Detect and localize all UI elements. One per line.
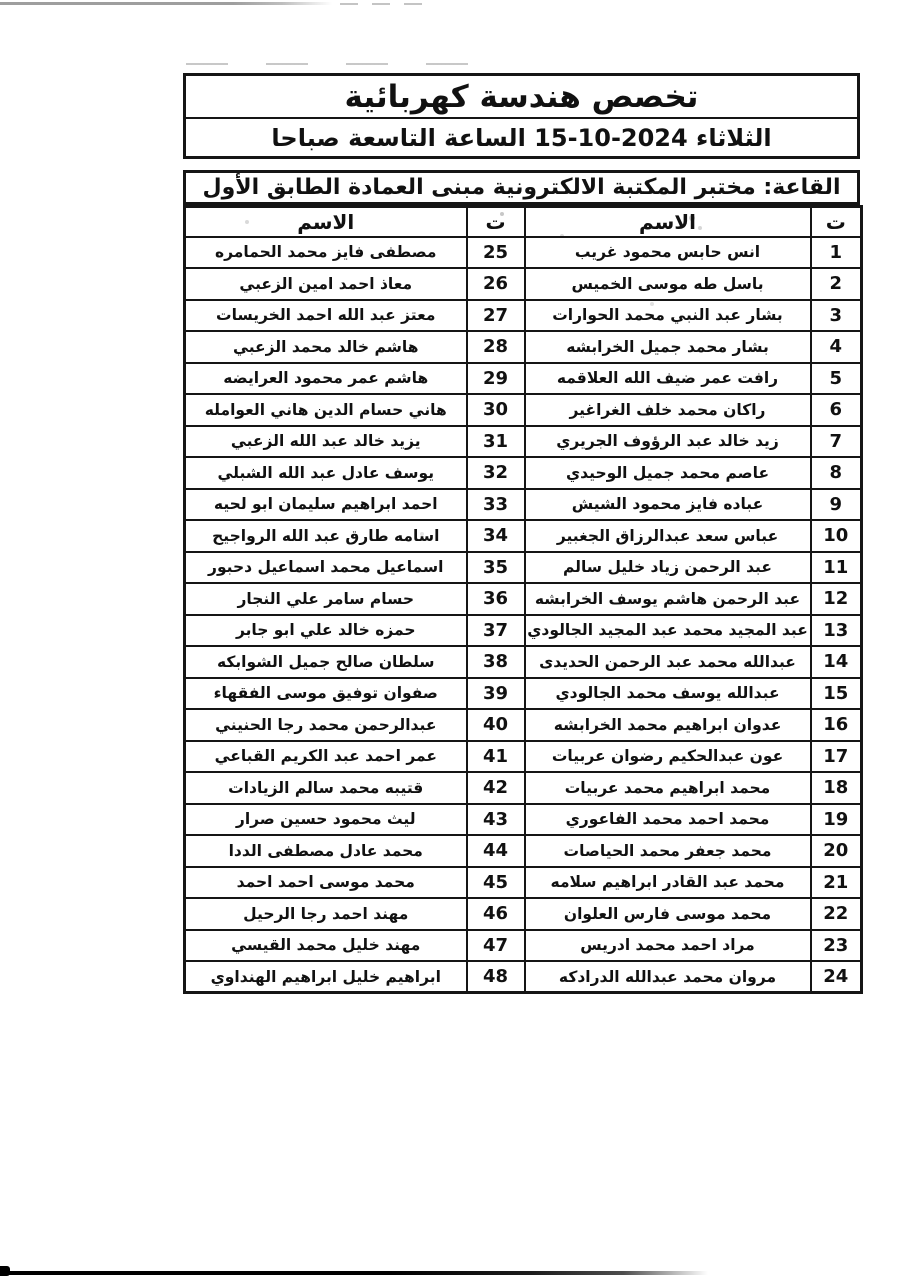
seq-cell-left: 25 — [467, 237, 525, 269]
col-header-name-left: الاسم — [185, 207, 467, 237]
seq-cell-left: 29 — [467, 363, 525, 395]
seq-cell-left: 37 — [467, 615, 525, 647]
name-cell-left: معاذ احمد امين الزعبي — [185, 268, 467, 300]
name-cell-left: احمد ابراهيم سليمان ابو لحيه — [185, 489, 467, 521]
roster-row — [185, 583, 862, 615]
seq-cell-right: 19 — [811, 804, 862, 836]
name-cell-right: عباده فايز محمود الشيش — [525, 489, 811, 521]
seq-cell-left: 48 — [467, 961, 525, 993]
name-cell-left: عمر احمد عبد الكريم القباعي — [185, 741, 467, 773]
name-cell-right: عبد المجيد محمد عبد المجيد الجالودي — [525, 615, 811, 647]
seq-cell-left: 28 — [467, 331, 525, 363]
seq-cell-right: 4 — [811, 331, 862, 363]
roster-row — [185, 772, 862, 804]
seq-cell-right: 15 — [811, 678, 862, 710]
seq-cell-left: 35 — [467, 552, 525, 584]
name-cell-right: عباس سعد عبدالرزاق الجغبير — [525, 520, 811, 552]
name-cell-left: محمد موسى احمد احمد — [185, 867, 467, 899]
roster-row — [185, 394, 862, 426]
seq-cell-right: 10 — [811, 520, 862, 552]
seq-cell-right: 12 — [811, 583, 862, 615]
name-cell-left: ابراهيم خليل ابراهيم الهنداوي — [185, 961, 467, 993]
roster-row — [185, 363, 862, 395]
seq-cell-right: 5 — [811, 363, 862, 395]
seq-cell-right: 9 — [811, 489, 862, 521]
name-cell-right: محمد احمد محمد الفاعوري — [525, 804, 811, 836]
name-cell-left: ليث محمود حسين صرار — [185, 804, 467, 836]
roster-row — [185, 867, 862, 899]
col-header-name-right: الاسم — [525, 207, 811, 237]
name-cell-left: مهند خليل محمد القيسي — [185, 930, 467, 962]
name-cell-left: قتيبه محمد سالم الزيادات — [185, 772, 467, 804]
document-title: تخصص هندسة كهربائية — [186, 76, 857, 119]
col-header-seq-right: ت — [811, 207, 862, 237]
name-cell-left: صفوان توفيق موسى الفقهاء — [185, 678, 467, 710]
seq-cell-left: 43 — [467, 804, 525, 836]
seq-cell-left: 38 — [467, 646, 525, 678]
name-cell-left: سلطان صالح جميل الشوابكه — [185, 646, 467, 678]
roster-table — [183, 205, 863, 994]
seq-cell-right: 11 — [811, 552, 862, 584]
name-cell-right: محمد عبد القادر ابراهيم سلامه — [525, 867, 811, 899]
seq-cell-left: 36 — [467, 583, 525, 615]
name-cell-right: محمد جعفر محمد الحياصات — [525, 835, 811, 867]
seq-cell-left: 32 — [467, 457, 525, 489]
seq-cell-right: 3 — [811, 300, 862, 332]
name-cell-right: رافت عمر ضيف الله العلاقمه — [525, 363, 811, 395]
seq-cell-left: 34 — [467, 520, 525, 552]
seq-cell-left: 44 — [467, 835, 525, 867]
seq-cell-left: 41 — [467, 741, 525, 773]
seq-cell-left: 40 — [467, 709, 525, 741]
roster-row — [185, 835, 862, 867]
name-cell-left: حمزه خالد علي ابو جابر — [185, 615, 467, 647]
name-cell-left: مصطفى فايز محمد الحمامره — [185, 237, 467, 269]
name-cell-left: اسامه طارق عبد الله الرواجيح — [185, 520, 467, 552]
seq-cell-left: 42 — [467, 772, 525, 804]
seq-cell-right: 2 — [811, 268, 862, 300]
seq-cell-right: 7 — [811, 426, 862, 458]
name-cell-left: محمد عادل مصطفى الددا — [185, 835, 467, 867]
seq-cell-left: 46 — [467, 898, 525, 930]
roster-row — [185, 709, 862, 741]
scan-artifact-top-line — [0, 2, 332, 5]
seq-cell-right: 8 — [811, 457, 862, 489]
name-cell-right: بشار محمد جميل الخرابشه — [525, 331, 811, 363]
name-cell-right: عبدالله محمد عبد الرحمن الحديدى — [525, 646, 811, 678]
scan-artifact-bottom-nub — [0, 1266, 10, 1276]
seq-cell-left: 39 — [467, 678, 525, 710]
name-cell-right: عون عبدالحكيم رضوان عربيات — [525, 741, 811, 773]
seq-cell-right: 21 — [811, 867, 862, 899]
roster-row — [185, 646, 862, 678]
name-cell-left: اسماعيل محمد اسماعيل دحبور — [185, 552, 467, 584]
roster-body — [185, 237, 862, 993]
roster-row — [185, 237, 862, 269]
seq-cell-right: 16 — [811, 709, 862, 741]
seq-cell-right: 1 — [811, 237, 862, 269]
seq-cell-right: 14 — [811, 646, 862, 678]
roster-row — [185, 898, 862, 930]
header-box — [183, 73, 860, 159]
seq-cell-right: 6 — [811, 394, 862, 426]
seq-cell-right: 13 — [811, 615, 862, 647]
seq-cell-left: 45 — [467, 867, 525, 899]
roster-row — [185, 930, 862, 962]
roster-row — [185, 520, 862, 552]
exam-datetime: الثلاثاء 2024-10-15 الساعة التاسعة صباحا — [271, 123, 772, 152]
scan-artifact-top-dashes — [340, 3, 435, 5]
seq-cell-right: 20 — [811, 835, 862, 867]
roster-row — [185, 961, 862, 993]
name-cell-left: يزيد خالد عبد الله الزعبي — [185, 426, 467, 458]
roster-row — [185, 552, 862, 584]
room-line: القاعة: مختبر المكتبة الالكترونية مبنى العمادة الطابق الأول — [183, 170, 860, 205]
seq-cell-left: 33 — [467, 489, 525, 521]
seq-cell-left: 47 — [467, 930, 525, 962]
seq-cell-right: 22 — [811, 898, 862, 930]
name-cell-right: محمد موسى فارس العلوان — [525, 898, 811, 930]
name-cell-right: عبد الرحمن هاشم يوسف الخرابشه — [525, 583, 811, 615]
name-cell-left: هاشم عمر محمود العرايضه — [185, 363, 467, 395]
name-cell-right: عبد الرحمن زياد خليل سالم — [525, 552, 811, 584]
roster-row — [185, 457, 862, 489]
name-cell-right: مروان محمد عبدالله الدرادكه — [525, 961, 811, 993]
name-cell-left: عبدالرحمن محمد رجا الحنيني — [185, 709, 467, 741]
roster-row — [185, 678, 862, 710]
roster-row — [185, 741, 862, 773]
roster-header — [185, 207, 862, 237]
roster-header-row — [185, 207, 862, 237]
roster-row — [185, 331, 862, 363]
name-cell-left: معتز عبد الله احمد الخريسات — [185, 300, 467, 332]
roster-row — [185, 804, 862, 836]
name-cell-right: عدوان ابراهيم محمد الخرابشه — [525, 709, 811, 741]
name-cell-left: يوسف عادل عبد الله الشبلي — [185, 457, 467, 489]
roster-row — [185, 300, 862, 332]
name-cell-right: انس حابس محمود غريب — [525, 237, 811, 269]
name-cell-left: هاني حسام الدين هاني العوامله — [185, 394, 467, 426]
scan-artifact-bottom-line — [0, 1271, 708, 1275]
scan-artifact-mid-dashes — [186, 63, 486, 65]
name-cell-left: حسام سامر علي النجار — [185, 583, 467, 615]
seq-cell-right: 17 — [811, 741, 862, 773]
name-cell-right: مراد احمد محمد ادريس — [525, 930, 811, 962]
seq-cell-left: 27 — [467, 300, 525, 332]
name-cell-right: بشار عبد النبي محمد الحوارات — [525, 300, 811, 332]
name-cell-right: محمد ابراهيم محمد عربيات — [525, 772, 811, 804]
name-cell-right: زيد خالد عبد الرؤوف الجريري — [525, 426, 811, 458]
seq-cell-left: 31 — [467, 426, 525, 458]
seq-cell-right: 18 — [811, 772, 862, 804]
name-cell-right: عبدالله يوسف محمد الجالودي — [525, 678, 811, 710]
seq-cell-right: 23 — [811, 930, 862, 962]
name-cell-left: مهند احمد رجا الرحيل — [185, 898, 467, 930]
seq-cell-left: 26 — [467, 268, 525, 300]
roster-row — [185, 426, 862, 458]
roster-row — [185, 489, 862, 521]
col-header-seq-left: ت — [467, 207, 525, 237]
seq-cell-left: 30 — [467, 394, 525, 426]
name-cell-left: هاشم خالد محمد الزعبي — [185, 331, 467, 363]
roster-row — [185, 615, 862, 647]
seq-cell-right: 24 — [811, 961, 862, 993]
name-cell-right: راكان محمد خلف الغراغير — [525, 394, 811, 426]
name-cell-right: عاصم محمد جميل الوحيدي — [525, 457, 811, 489]
roster-row — [185, 268, 862, 300]
name-cell-right: باسل طه موسى الخميس — [525, 268, 811, 300]
